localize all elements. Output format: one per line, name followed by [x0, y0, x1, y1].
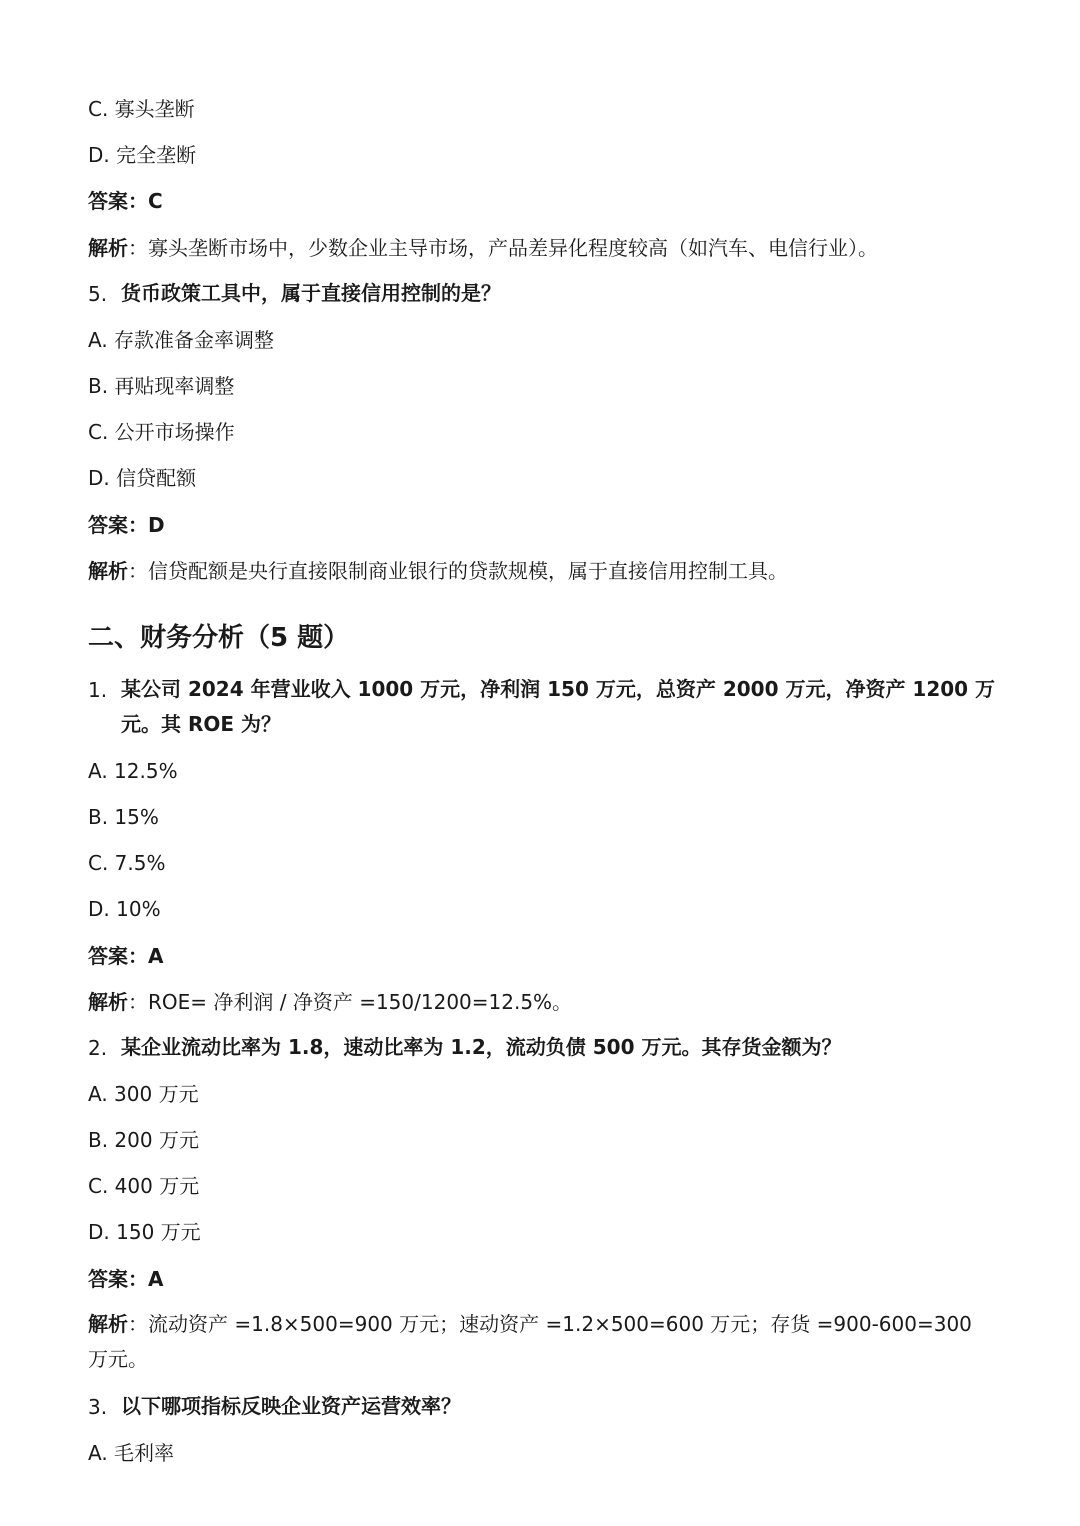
answer-line [88, 1265, 163, 1293]
answer-line [88, 511, 165, 539]
answer-label: 答案： [88, 189, 148, 213]
option-c: C. 寡头垄断 [88, 97, 195, 121]
option-b: B. 再贴现率调整 [88, 374, 235, 398]
explanation-text: ：流动资产 =1.8×500=900 万元；速动资产 =1.2×500=600 万元；存货 =900-600=300 万元。 [88, 1312, 972, 1371]
explanation-text: ：寡头垄断市场中，少数企业主导市场，产品差异化程度较高（如汽车、电信行业）。 [128, 236, 878, 260]
question-text: 货币政策工具中，属于直接信用控制的是？ [121, 281, 501, 305]
section-heading: 二、财务分析（5 题） [88, 623, 350, 653]
answer-value: D [148, 513, 165, 537]
question-text: 以下哪项指标反映企业资产运营效率？ [121, 1394, 461, 1418]
question-number: 1. [88, 678, 108, 702]
explanation-text: ：信贷配额是央行直接限制商业银行的贷款规模，属于直接信用控制工具。 [128, 559, 788, 583]
option-d: D. 150 万元 [88, 1220, 201, 1244]
explanation-line [88, 1307, 993, 1377]
explanation-label: 解析 [88, 1312, 128, 1336]
option-b: B. 200 万元 [88, 1128, 199, 1152]
option-a: A. 300 万元 [88, 1082, 199, 1106]
question-number: 3. [88, 1395, 108, 1419]
answer-value: A [148, 944, 164, 968]
option-b: B. 15% [88, 805, 159, 829]
question-text: 某企业流动比率为 1.8，速动比率为 1.2，流动负债 500 万元。其存货金额为？ [121, 1035, 842, 1059]
explanation-text: ：ROE= 净利润 / 净资产 =150/1200=12.5%。 [128, 990, 573, 1014]
option-c: C. 400 万元 [88, 1174, 200, 1198]
explanation-line [88, 234, 878, 262]
option-d: D. 信贷配额 [88, 466, 197, 490]
answer-label: 答案： [88, 944, 148, 968]
option-d: D. 完全垄断 [88, 143, 197, 167]
option-c: C. 公开市场操作 [88, 420, 235, 444]
answer-value: A [148, 1267, 164, 1291]
answer-label: 答案： [88, 513, 148, 537]
explanation-label: 解析 [88, 236, 128, 260]
answer-label: 答案： [88, 1267, 148, 1291]
question-text: 某公司 2024 年营业收入 1000 万元，净利润 150 万元，总资产 2000 万元，净资产 1200 万元。其 ROE 为？ [121, 677, 996, 736]
explanation-line [88, 557, 788, 585]
answer-value: C [148, 189, 163, 213]
option-d: D. 10% [88, 897, 161, 921]
question-number: 2. [88, 1036, 108, 1060]
explanation-line [88, 988, 572, 1016]
explanation-label: 解析 [88, 559, 128, 583]
answer-line [88, 942, 163, 970]
option-c: C. 7.5% [88, 851, 166, 875]
option-a: A. 12.5% [88, 759, 178, 783]
option-a: A. 存款准备金率调整 [88, 328, 275, 352]
option-a: A. 毛利率 [88, 1441, 175, 1465]
question-number: 5. [88, 282, 108, 306]
explanation-label: 解析 [88, 990, 128, 1014]
answer-line [88, 187, 163, 215]
